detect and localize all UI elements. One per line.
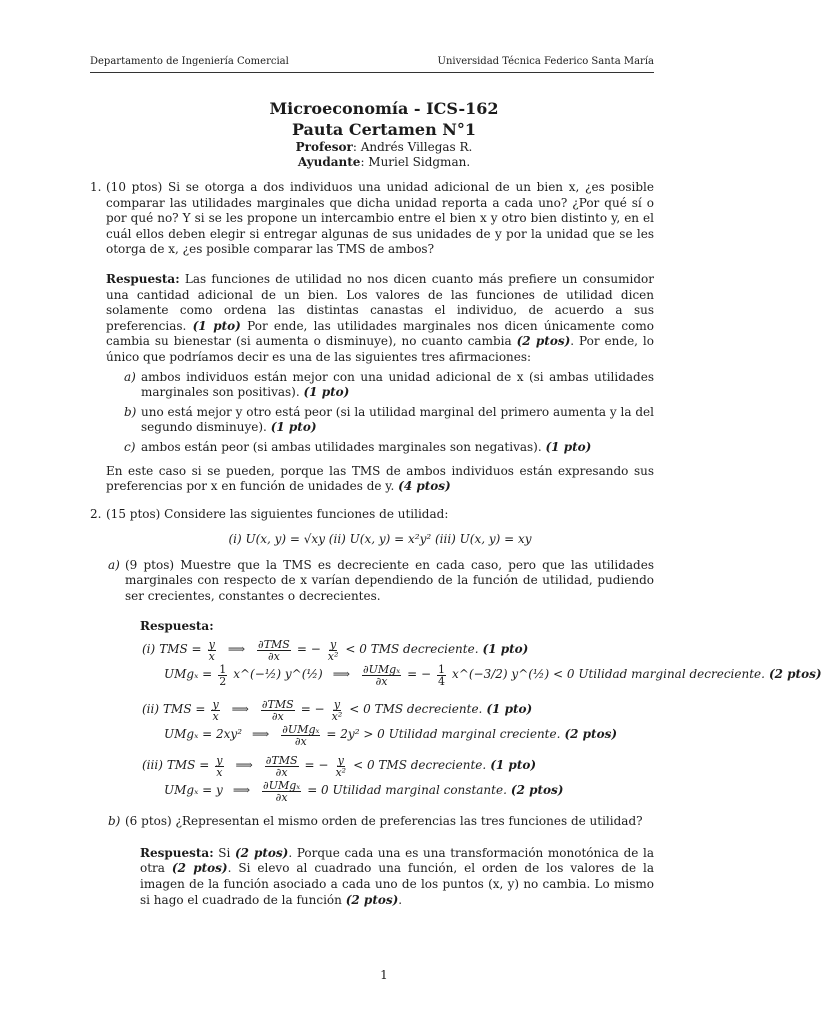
- answer-1-text-b: Por ende, las utilidades marginales nos dicen únicamente como cambia su bienestar (si aumenta o disminuye), no cuanto cambia: [106, 318, 654, 349]
- answer-label: Respuesta:: [106, 271, 180, 286]
- answer-1-text-c: . Por ende, lo único que podríamos decir es una de las siguientes tres afirmaciones:: [106, 334, 654, 364]
- eq-lhs: TMS =: [159, 642, 202, 657]
- ayudante-line: [0, 155, 768, 170]
- fraction: $\frac{\text{∂UMgₓ}}{\partial x}$: [263, 778, 301, 804]
- answer-1-item-b: [124, 405, 654, 436]
- fraction: $\frac{y}{x}$: [208, 637, 215, 663]
- header-rule: [90, 72, 654, 73]
- utility-functions: (i) U(x, y) = √xy (ii) U(x, y) = x²y² (iii) U(x, y) = xy: [228, 532, 532, 547]
- profesor-label: Profesor: [295, 140, 353, 154]
- points-badge: (1 pto): [270, 420, 317, 435]
- fraction: $\frac{\text{∂UMgₓ}}{\partial x}$: [362, 662, 401, 688]
- answer-2a-label: Respuesta:: [140, 618, 214, 633]
- course-title: Microeconomía - ICS-162: [269, 99, 499, 118]
- equation-i-tms: [142, 638, 654, 662]
- eq-result: x^(−3/2) y^(½) < 0 Utilidad marginal decreciente.: [452, 667, 765, 682]
- ayudante-name: : Muriel Sidgman.: [360, 155, 471, 169]
- item-text: uno está mejor y otro está peor (si la utilidad marginal del primero aumenta y la del segundo disminuye).: [141, 404, 654, 435]
- profesor-line: [0, 140, 768, 155]
- answer-1-paragraph: [106, 272, 654, 366]
- points-badge: (1 pto): [545, 439, 592, 454]
- fraction: $\frac{1}{4}$: [438, 662, 446, 688]
- fraction: $\frac{y}{x}$: [212, 697, 219, 723]
- fraction: $\frac{y}{\text{x²}}$: [331, 697, 343, 723]
- header-university: Universidad Técnica Federico Santa María: [437, 56, 654, 67]
- equation-iii-umg: [142, 778, 654, 804]
- eq-lhs: TMS =: [163, 702, 206, 717]
- question-1-number: 1.: [90, 180, 102, 194]
- points-badge: (4 ptos): [398, 479, 451, 494]
- answer-2b-text: . Porque cada una es una transformación monotónica de la otra: [140, 845, 654, 876]
- equation-i-umg: [142, 662, 822, 688]
- answer-2a-equations: [142, 637, 822, 804]
- answer-2b-text: Si: [218, 845, 231, 860]
- eq-sign: = −: [300, 702, 325, 717]
- eq-label: (iii): [142, 758, 163, 773]
- points-badge: (1 pto): [486, 702, 533, 717]
- closing-text: En este caso si se pueden, porque las TMS de ambos individuos están expresando sus preferencias por x en función de unidades de y.: [106, 463, 654, 494]
- question-2-number: 2.: [90, 506, 102, 521]
- item-text: ambos individuos están mejor con una unidad adicional de x (si ambas utilidades marginales son positivas).: [141, 369, 654, 400]
- eq-result: = 0 Utilidad marginal constante.: [307, 783, 507, 798]
- fraction: $\frac{y}{\text{x²}}$: [335, 753, 347, 779]
- equation-ii-tms: [142, 698, 654, 722]
- question-1-answer: [106, 272, 654, 495]
- eq-result: = 2y² > 0 Utilidad marginal creciente.: [326, 727, 561, 742]
- profesor-name: : Andrés Villegas R.: [352, 140, 473, 154]
- answer-label: Respuesta:: [140, 845, 214, 860]
- exam-title: Pauta Certamen N°1: [291, 120, 477, 139]
- answer-1-closing: [106, 464, 654, 495]
- eq-result: < 0 TMS decreciente.: [353, 758, 487, 773]
- eq-lhs: UMgₓ = 2xy²: [164, 727, 243, 742]
- points-badge: (1 pto): [490, 758, 537, 773]
- page-number: 1: [380, 968, 388, 982]
- question-2b-text: (6 ptos) ¿Representan el mismo orden de preferencias las tres funciones de utilidad?: [125, 814, 643, 829]
- implies-arrow: ⟹: [231, 702, 249, 717]
- fraction: $\frac{\text{∂TMS}}{\partial x}$: [261, 697, 294, 723]
- question-2-text: (15 ptos) Considere las siguientes funciones de utilidad:: [106, 506, 449, 521]
- fraction: $\frac{1}{2}$: [219, 662, 227, 688]
- question-2a-text: (9 ptos) Muestre que la TMS es decreciente en cada caso, pero que las utilidades marginales con respecto de x varían dependiendo de la función de utilidad, pudiendo ser crecientes, constantes o decrecientes.: [125, 557, 654, 604]
- page-header: [90, 56, 654, 67]
- points-badge: (2 ptos): [516, 334, 571, 349]
- points-badge: (2 ptos): [234, 845, 289, 860]
- answer-1-item-c: [124, 440, 654, 456]
- question-2: [90, 506, 822, 909]
- item-label: a): [108, 557, 120, 572]
- item-label: b): [108, 814, 121, 829]
- document-body: [90, 180, 822, 918]
- implies-arrow: ⟹: [252, 727, 270, 742]
- eq-lhs: TMS =: [166, 758, 210, 773]
- item-label: a): [124, 369, 136, 384]
- answer-1-text-a: Las funciones de utilidad no nos dicen cuanto más prefiere un consumidor una cantidad adicional de un bien. Los valores de las funciones de utilidad dicen solamente como ordena las distintas canastas el individuo, de acuerdo a sus preferencias.: [106, 271, 654, 333]
- question-2a: [108, 558, 654, 605]
- eq-label: (ii): [142, 702, 160, 717]
- eq-result: < 0 TMS decreciente.: [349, 702, 483, 717]
- item-text: ambos están peor (si ambas utilidades marginales son negativas).: [141, 439, 542, 454]
- points-badge: (2 ptos): [345, 892, 399, 907]
- eq-lhs: UMgₓ = y: [164, 783, 223, 798]
- points-badge: (2 ptos): [768, 667, 822, 682]
- points-badge: (2 ptos): [171, 861, 228, 876]
- fraction: $\frac{\text{∂TMS}}{\partial x}$: [265, 753, 298, 779]
- fraction: $\frac{\text{∂TMS}}{\partial x}$: [258, 637, 290, 663]
- answer-2b-text: . Si elevo al cuadrado una función, el orden de los valores de la imagen de la función asociado a cada uno de los puntos (x, y) no cambia. Lo mismo si hago el cuadrado de la función: [140, 861, 654, 907]
- implies-arrow: ⟹: [227, 642, 246, 657]
- fraction: $\frac{y}{\text{x²}}$: [327, 637, 339, 663]
- item-label: c): [124, 439, 136, 454]
- eq-lhs: UMgₓ =: [164, 667, 213, 682]
- points-badge: (1 pto): [482, 642, 529, 657]
- fraction: $\frac{\text{∂UMgₓ}}{\partial x}$: [282, 722, 320, 748]
- ayudante-label: Ayudante: [297, 155, 361, 169]
- equation-iii-tms: [142, 754, 654, 778]
- answer-2b-text: .: [398, 892, 403, 907]
- eq-sign: = −: [304, 758, 329, 773]
- header-department: Departamento de Ingeniería Comercial: [90, 56, 289, 67]
- eq-label: (i): [142, 642, 156, 657]
- equation-ii-umg: [142, 722, 654, 748]
- eq-sign: = −: [296, 642, 321, 657]
- fraction: $\frac{y}{x}$: [216, 753, 223, 779]
- item-label: b): [124, 404, 137, 419]
- points-badge: (1 pto): [192, 318, 241, 333]
- points-badge: (1 pto): [303, 385, 350, 400]
- question-1: [90, 180, 654, 258]
- eq-sign: = −: [407, 667, 432, 682]
- answer-2b: [140, 846, 654, 908]
- points-badge: (2 ptos): [564, 727, 618, 742]
- question-2b: [108, 814, 654, 830]
- implies-arrow: ⟹: [235, 758, 253, 773]
- eq-result: < 0 TMS decreciente.: [345, 642, 479, 657]
- title-block: [0, 98, 768, 170]
- points-badge: (2 ptos): [510, 783, 564, 798]
- implies-arrow: ⟹: [332, 667, 350, 682]
- implies-arrow: ⟹: [232, 783, 251, 798]
- eq-rhs: x^(−½) y^(½): [233, 667, 323, 682]
- question-1-text: (10 ptos) Si se otorga a dos individuos una unidad adicional de un bien x, ¿es posible comparar las utilidades marginales que dicha unidad reporta a cada uno? ¿Por qué sí o por qué no? Y si se les propone un intercambio entre el bien x y otro bien distinto y, en el cuál ellos deben elegir si entregar algunas de sus unidades de y por la unidad que se les otorga de x, ¿es posible comparar las TMS de ambos?: [106, 180, 654, 257]
- answer-1-item-a: [124, 370, 654, 401]
